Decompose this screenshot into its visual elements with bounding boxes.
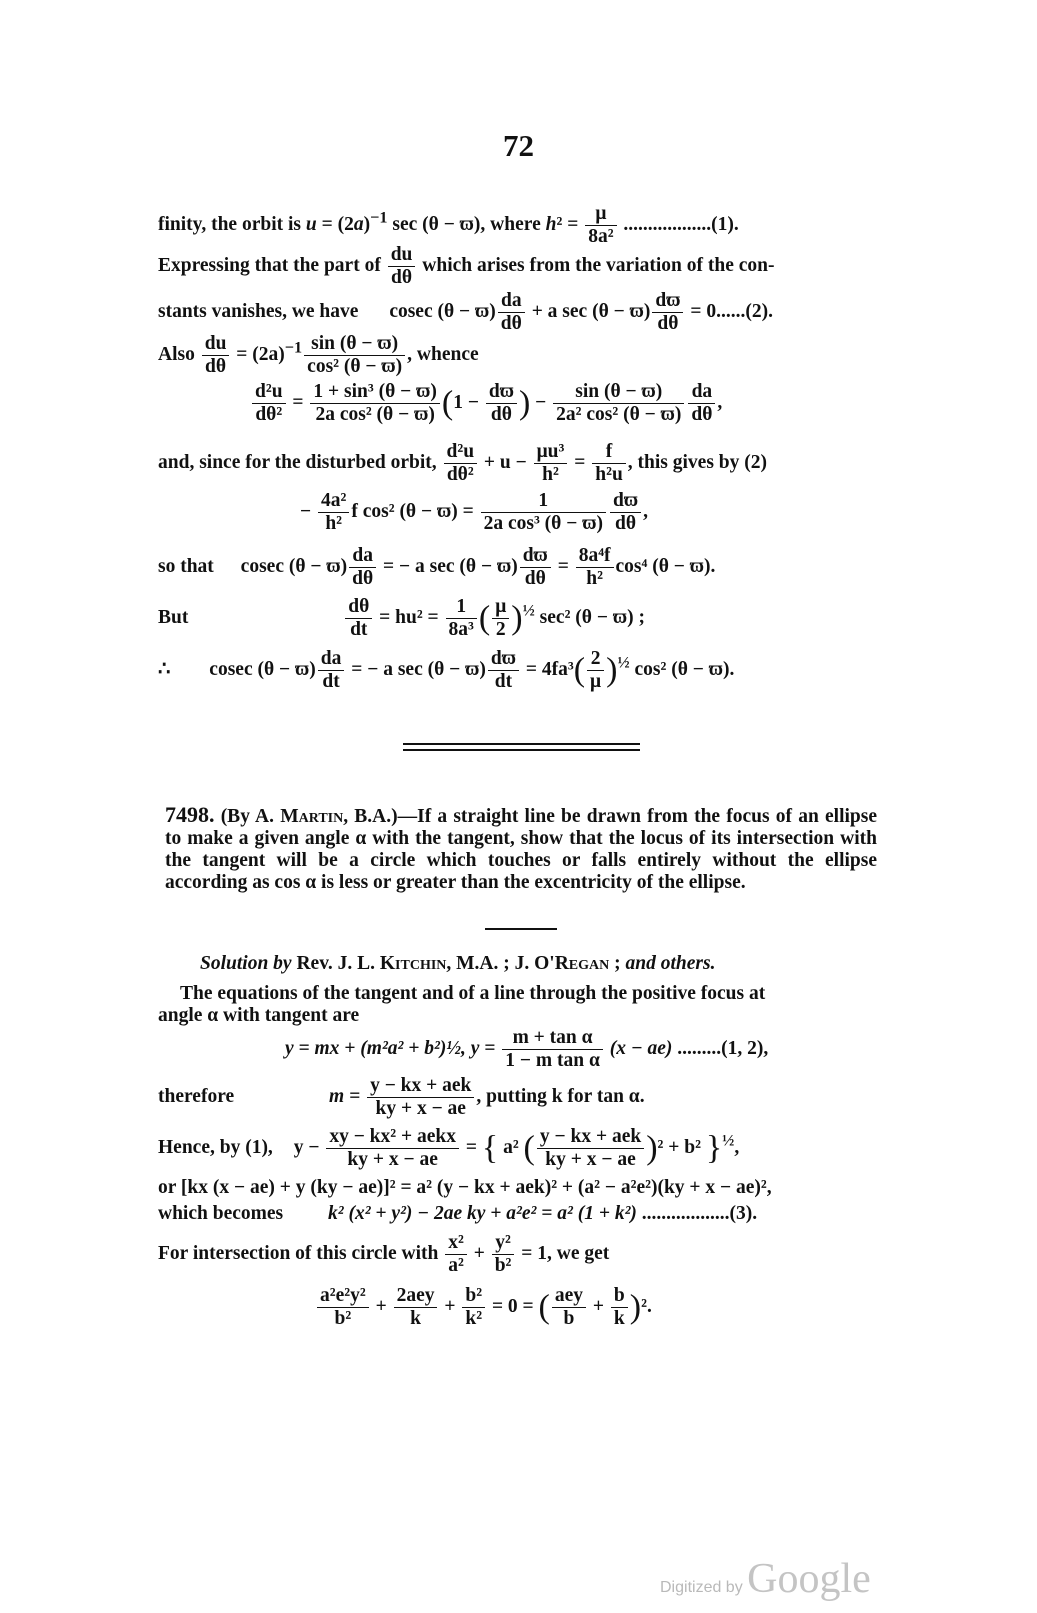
- digitized-label: Digitized by: [660, 1579, 748, 1596]
- denominator: dθ: [391, 267, 413, 288]
- fraction: [498, 290, 525, 335]
- numerator: 8a⁴f: [576, 545, 614, 568]
- paren: (: [538, 1288, 550, 1326]
- denominator: 8a³: [448, 619, 474, 640]
- denominator: dθ: [615, 513, 637, 534]
- numerator: 2: [587, 648, 604, 671]
- fraction: [585, 203, 616, 248]
- text: cos⁴ (θ − ϖ).: [615, 555, 716, 577]
- fraction: [462, 1285, 485, 1330]
- numerator: μ: [492, 596, 509, 619]
- text: −1: [370, 208, 388, 227]
- text: ,: [643, 500, 648, 522]
- text: cosec (θ − ϖ): [240, 555, 348, 577]
- author: Martin: [280, 806, 344, 827]
- text: −: [300, 500, 316, 522]
- denominator: b: [563, 1308, 575, 1329]
- fraction: [492, 1232, 515, 1277]
- text: Also: [158, 343, 195, 365]
- fraction: [317, 1285, 369, 1330]
- text: cosec (θ − ϖ): [209, 658, 316, 680]
- page-number: 72: [503, 128, 534, 163]
- numerator: dϖ: [610, 490, 641, 513]
- numerator: dϖ: [486, 381, 517, 404]
- denominator: 2a² cos² (θ − ϖ): [556, 404, 682, 425]
- fraction: [367, 1075, 474, 1120]
- fraction: [326, 1126, 459, 1171]
- numerator: 1: [446, 596, 477, 619]
- numerator: b: [611, 1285, 628, 1308]
- line-so-that: [158, 545, 715, 590]
- text: = − a sec (θ − ϖ): [378, 555, 518, 577]
- fraction: [537, 1126, 644, 1171]
- fraction: [202, 333, 230, 378]
- numerator: μ: [585, 203, 616, 226]
- paren: (: [573, 651, 586, 689]
- denominator: dt: [322, 671, 340, 692]
- fraction: [553, 381, 684, 426]
- fraction: [310, 381, 439, 426]
- text: y −: [293, 1136, 325, 1158]
- solution-line-1: The equations of the tangent and of a line through the positive focus at: [180, 983, 766, 1004]
- text: so that: [158, 555, 214, 577]
- text: = 1, we get: [516, 1242, 610, 1264]
- fraction: [486, 381, 517, 426]
- text: (By A.: [214, 806, 281, 827]
- equation-final: [315, 1285, 652, 1330]
- text: sec (θ − ϖ), where: [387, 213, 546, 235]
- denominator: dt: [494, 671, 513, 692]
- divider-double-bottom: [403, 749, 640, 751]
- denominator: 2: [495, 619, 506, 640]
- fraction: [592, 441, 626, 486]
- equation-m: [158, 1075, 645, 1120]
- numerator: b²: [462, 1285, 485, 1308]
- line-therefore: [158, 648, 734, 693]
- numerator: da: [349, 545, 376, 568]
- numerator: da: [498, 290, 525, 313]
- fraction: [394, 1285, 438, 1330]
- divider-short: [485, 928, 557, 930]
- text: which becomes: [158, 1203, 284, 1224]
- fraction: [318, 648, 345, 693]
- text: +: [439, 1295, 461, 1317]
- numerator: d²u: [444, 441, 478, 464]
- text: = (2: [316, 213, 354, 235]
- numerator: 1 + sin³ (θ − ϖ): [310, 381, 439, 404]
- text: Solution by: [200, 953, 292, 974]
- text: a: [353, 213, 364, 235]
- fraction: [492, 596, 509, 641]
- numerator: du: [202, 333, 230, 356]
- solution-heading: [200, 953, 715, 975]
- denominator: h²: [542, 464, 559, 485]
- denominator: dθ: [500, 313, 522, 334]
- text: ½: [522, 601, 535, 620]
- author: Kitchin: [379, 953, 447, 974]
- text: ∴: [158, 658, 171, 680]
- question-7498: [165, 804, 877, 894]
- text: .........(1, 2),: [672, 1037, 769, 1059]
- numerator: sin (θ − ϖ): [304, 333, 405, 356]
- google-logo: Google: [747, 1556, 871, 1602]
- text: sec² (θ − ϖ) ;: [534, 606, 645, 628]
- text: Expressing that the part of: [158, 254, 386, 276]
- brace: {: [481, 1129, 499, 1167]
- line-constants: [158, 290, 773, 335]
- equation-or: or [kx (x − ae) + y (ky − ae)]² = a² (y − kx + aek)² + (a² − a²e²)(ky + x − ae)²,: [158, 1177, 772, 1198]
- text: 1 −: [453, 391, 484, 413]
- numerator: a²e²y²: [317, 1285, 369, 1308]
- denominator: 1 − m tan α: [505, 1050, 600, 1071]
- paren: (: [478, 599, 491, 637]
- text: (x − ae): [604, 1037, 673, 1059]
- text: , this gives by (2): [627, 451, 768, 473]
- denominator: b²: [494, 1255, 512, 1276]
- denominator: dt: [350, 619, 368, 640]
- text: stants vanishes, we have: [158, 300, 359, 322]
- text: ².: [641, 1295, 652, 1317]
- numerator: m + tan α: [502, 1027, 603, 1050]
- text: But: [158, 606, 189, 628]
- denominator: k: [410, 1308, 421, 1329]
- text: cos² (θ − ϖ).: [629, 658, 735, 680]
- text: finity, the orbit is: [158, 213, 306, 235]
- denominator: cos² (θ − ϖ): [307, 356, 403, 377]
- text: ..................(3).: [636, 1203, 758, 1224]
- numerator: dθ: [345, 596, 372, 619]
- question-number: 7498.: [165, 802, 215, 827]
- text: ): [363, 213, 371, 235]
- denominator: 2a cos³ (θ − ϖ): [483, 513, 603, 534]
- fraction: [444, 441, 478, 486]
- text: + a sec (θ − ϖ): [526, 300, 651, 322]
- denominator: dθ²: [446, 464, 474, 485]
- denominator: dθ: [657, 313, 679, 334]
- equation-which-becomes: [158, 1203, 757, 1225]
- denominator: ky + x − ae: [375, 1098, 466, 1119]
- numerator: y − kx + aek: [537, 1126, 644, 1149]
- fraction: [388, 244, 416, 289]
- text: ² =: [556, 213, 584, 235]
- fraction: [318, 490, 349, 535]
- denominator: dθ: [490, 404, 512, 425]
- numerator: sin (θ − ϖ): [553, 381, 684, 404]
- numerator: da: [688, 381, 715, 404]
- denominator: dθ: [352, 568, 374, 589]
- text: ² + b²: [657, 1136, 706, 1158]
- paren: ): [629, 1288, 642, 1326]
- text: therefore: [158, 1085, 235, 1107]
- text: Rev. J. L.: [291, 953, 380, 974]
- author: Regan: [554, 953, 610, 974]
- text: Hence, by (1),: [158, 1136, 273, 1158]
- text: + u −: [479, 451, 532, 473]
- fraction: [652, 290, 683, 335]
- text: = − a sec (θ − ϖ): [346, 658, 486, 680]
- paren: (: [441, 384, 454, 422]
- equation-1-2: [285, 1027, 768, 1072]
- text: ;: [609, 953, 626, 974]
- fraction: [445, 1232, 467, 1277]
- text: = 0 =: [487, 1295, 539, 1317]
- solution-line-2: angle α with tangent are: [158, 1005, 360, 1026]
- equation-intersection: [158, 1232, 609, 1277]
- fraction: [304, 333, 405, 378]
- text: ,: [734, 1136, 740, 1158]
- line-expressing: [158, 244, 774, 289]
- line-also: [158, 333, 479, 378]
- denominator: ky + x − ae: [545, 1149, 636, 1170]
- denominator: k²: [465, 1308, 483, 1329]
- numerator: du: [388, 244, 416, 267]
- text: = (2a): [231, 343, 285, 365]
- paren: ): [518, 384, 531, 422]
- fraction: [488, 648, 519, 693]
- text: , B.A.): [343, 806, 398, 827]
- line-but: [158, 596, 645, 641]
- denominator: dθ: [205, 356, 227, 377]
- numerator: aey: [552, 1285, 586, 1308]
- text: cosec (θ − ϖ): [389, 300, 496, 322]
- text: For intersection of this circle with: [158, 1242, 444, 1264]
- fraction: [349, 545, 376, 590]
- denominator: h²: [586, 568, 603, 589]
- text: ½: [722, 1131, 735, 1150]
- text: =: [460, 1136, 482, 1158]
- text: = hu² =: [374, 606, 444, 628]
- denominator: k: [613, 1308, 625, 1329]
- paren: ): [606, 651, 618, 689]
- equation-hence: [158, 1126, 739, 1171]
- text: which arises from the variation of the con-: [417, 254, 775, 276]
- fraction: [576, 545, 614, 590]
- denominator: b²: [334, 1308, 352, 1329]
- denominator: ky + x − ae: [347, 1149, 438, 1170]
- text: , M.A. ; J. O': [446, 953, 555, 974]
- numerator: xy − kx² + aekx: [326, 1126, 459, 1149]
- numerator: y²: [492, 1232, 515, 1255]
- text: −1: [284, 338, 303, 357]
- paren: ): [646, 1129, 658, 1167]
- denominator: 2a cos² (θ − ϖ): [315, 404, 435, 425]
- text: , whence: [407, 343, 479, 365]
- numerator: dϖ: [652, 290, 683, 313]
- line-gives: [300, 490, 648, 535]
- line-disturbed-orbit: [158, 441, 767, 486]
- fraction: [446, 596, 477, 641]
- text: ..................(1).: [618, 213, 739, 235]
- denominator: h²u: [595, 464, 623, 485]
- numerator: 2aey: [394, 1285, 438, 1308]
- numerator: y − kx + aek: [367, 1075, 474, 1098]
- brace: }: [705, 1129, 723, 1167]
- text: =: [552, 555, 574, 577]
- text: h: [545, 213, 557, 235]
- fraction: [688, 381, 715, 426]
- fraction: [611, 1285, 628, 1330]
- numerator: 1: [481, 490, 606, 513]
- numerator: μu³: [534, 441, 568, 464]
- fraction: [610, 490, 641, 535]
- line-orbit: [158, 203, 739, 248]
- text: m =: [329, 1085, 366, 1107]
- text: +: [370, 1295, 392, 1317]
- denominator: dθ: [691, 404, 713, 425]
- digitized-by-google-watermark: [660, 1555, 871, 1603]
- numerator: da: [318, 648, 345, 671]
- text: f cos² (θ − ϖ) =: [351, 500, 479, 522]
- question-text: —If a straight line be drawn from the focus of an ellipse to make a given angle α with the tangent, show that the locus of its intersection with the tangent will be a circle which touches or falls entirely without the ellipse according as cos α is less or greater than the excentricity of the ellipse.: [165, 806, 877, 893]
- numerator: x²: [445, 1232, 467, 1255]
- denominator: dθ²: [255, 404, 283, 425]
- fraction: [587, 648, 604, 693]
- numerator: f: [592, 441, 626, 464]
- denominator: dθ: [524, 568, 546, 589]
- text: +: [588, 1295, 609, 1317]
- denominator: 8a²: [588, 226, 614, 247]
- fraction: [552, 1285, 586, 1330]
- fraction: [534, 441, 568, 486]
- fraction: [520, 545, 551, 590]
- denominator: a²: [448, 1255, 464, 1276]
- divider-double-top: [403, 743, 640, 745]
- denominator: μ: [590, 671, 602, 692]
- fraction: [345, 596, 372, 641]
- text: k² (x² + y²) − 2ae ky + a²e² = a² (1 + k²): [328, 1203, 637, 1224]
- numerator: d²u: [252, 381, 286, 404]
- denominator: h²: [325, 513, 343, 534]
- fraction: [481, 490, 606, 535]
- text: y = mx + (m²a² + b²)½, y =: [285, 1037, 501, 1059]
- text: = 0......(2).: [685, 300, 773, 322]
- numerator: 4a²: [318, 490, 349, 513]
- text: = 4fa³: [521, 658, 574, 680]
- text: =: [569, 451, 591, 473]
- numerator: dϖ: [520, 545, 551, 568]
- text: =: [287, 391, 309, 413]
- numerator: dϖ: [488, 648, 519, 671]
- paren: ): [511, 599, 523, 637]
- text: −: [530, 391, 552, 413]
- text: and, since for the disturbed orbit,: [158, 451, 442, 473]
- line-second-derivative: [250, 381, 722, 426]
- text: +: [468, 1242, 490, 1264]
- text: a²: [498, 1136, 524, 1158]
- text: ,: [717, 391, 723, 413]
- text: and others.: [625, 953, 716, 974]
- text: , putting k for tan α.: [476, 1085, 645, 1107]
- paren: (: [523, 1129, 535, 1167]
- text: u: [305, 213, 317, 235]
- text: ½: [617, 653, 630, 672]
- fraction: [502, 1027, 603, 1072]
- fraction: [252, 381, 286, 426]
